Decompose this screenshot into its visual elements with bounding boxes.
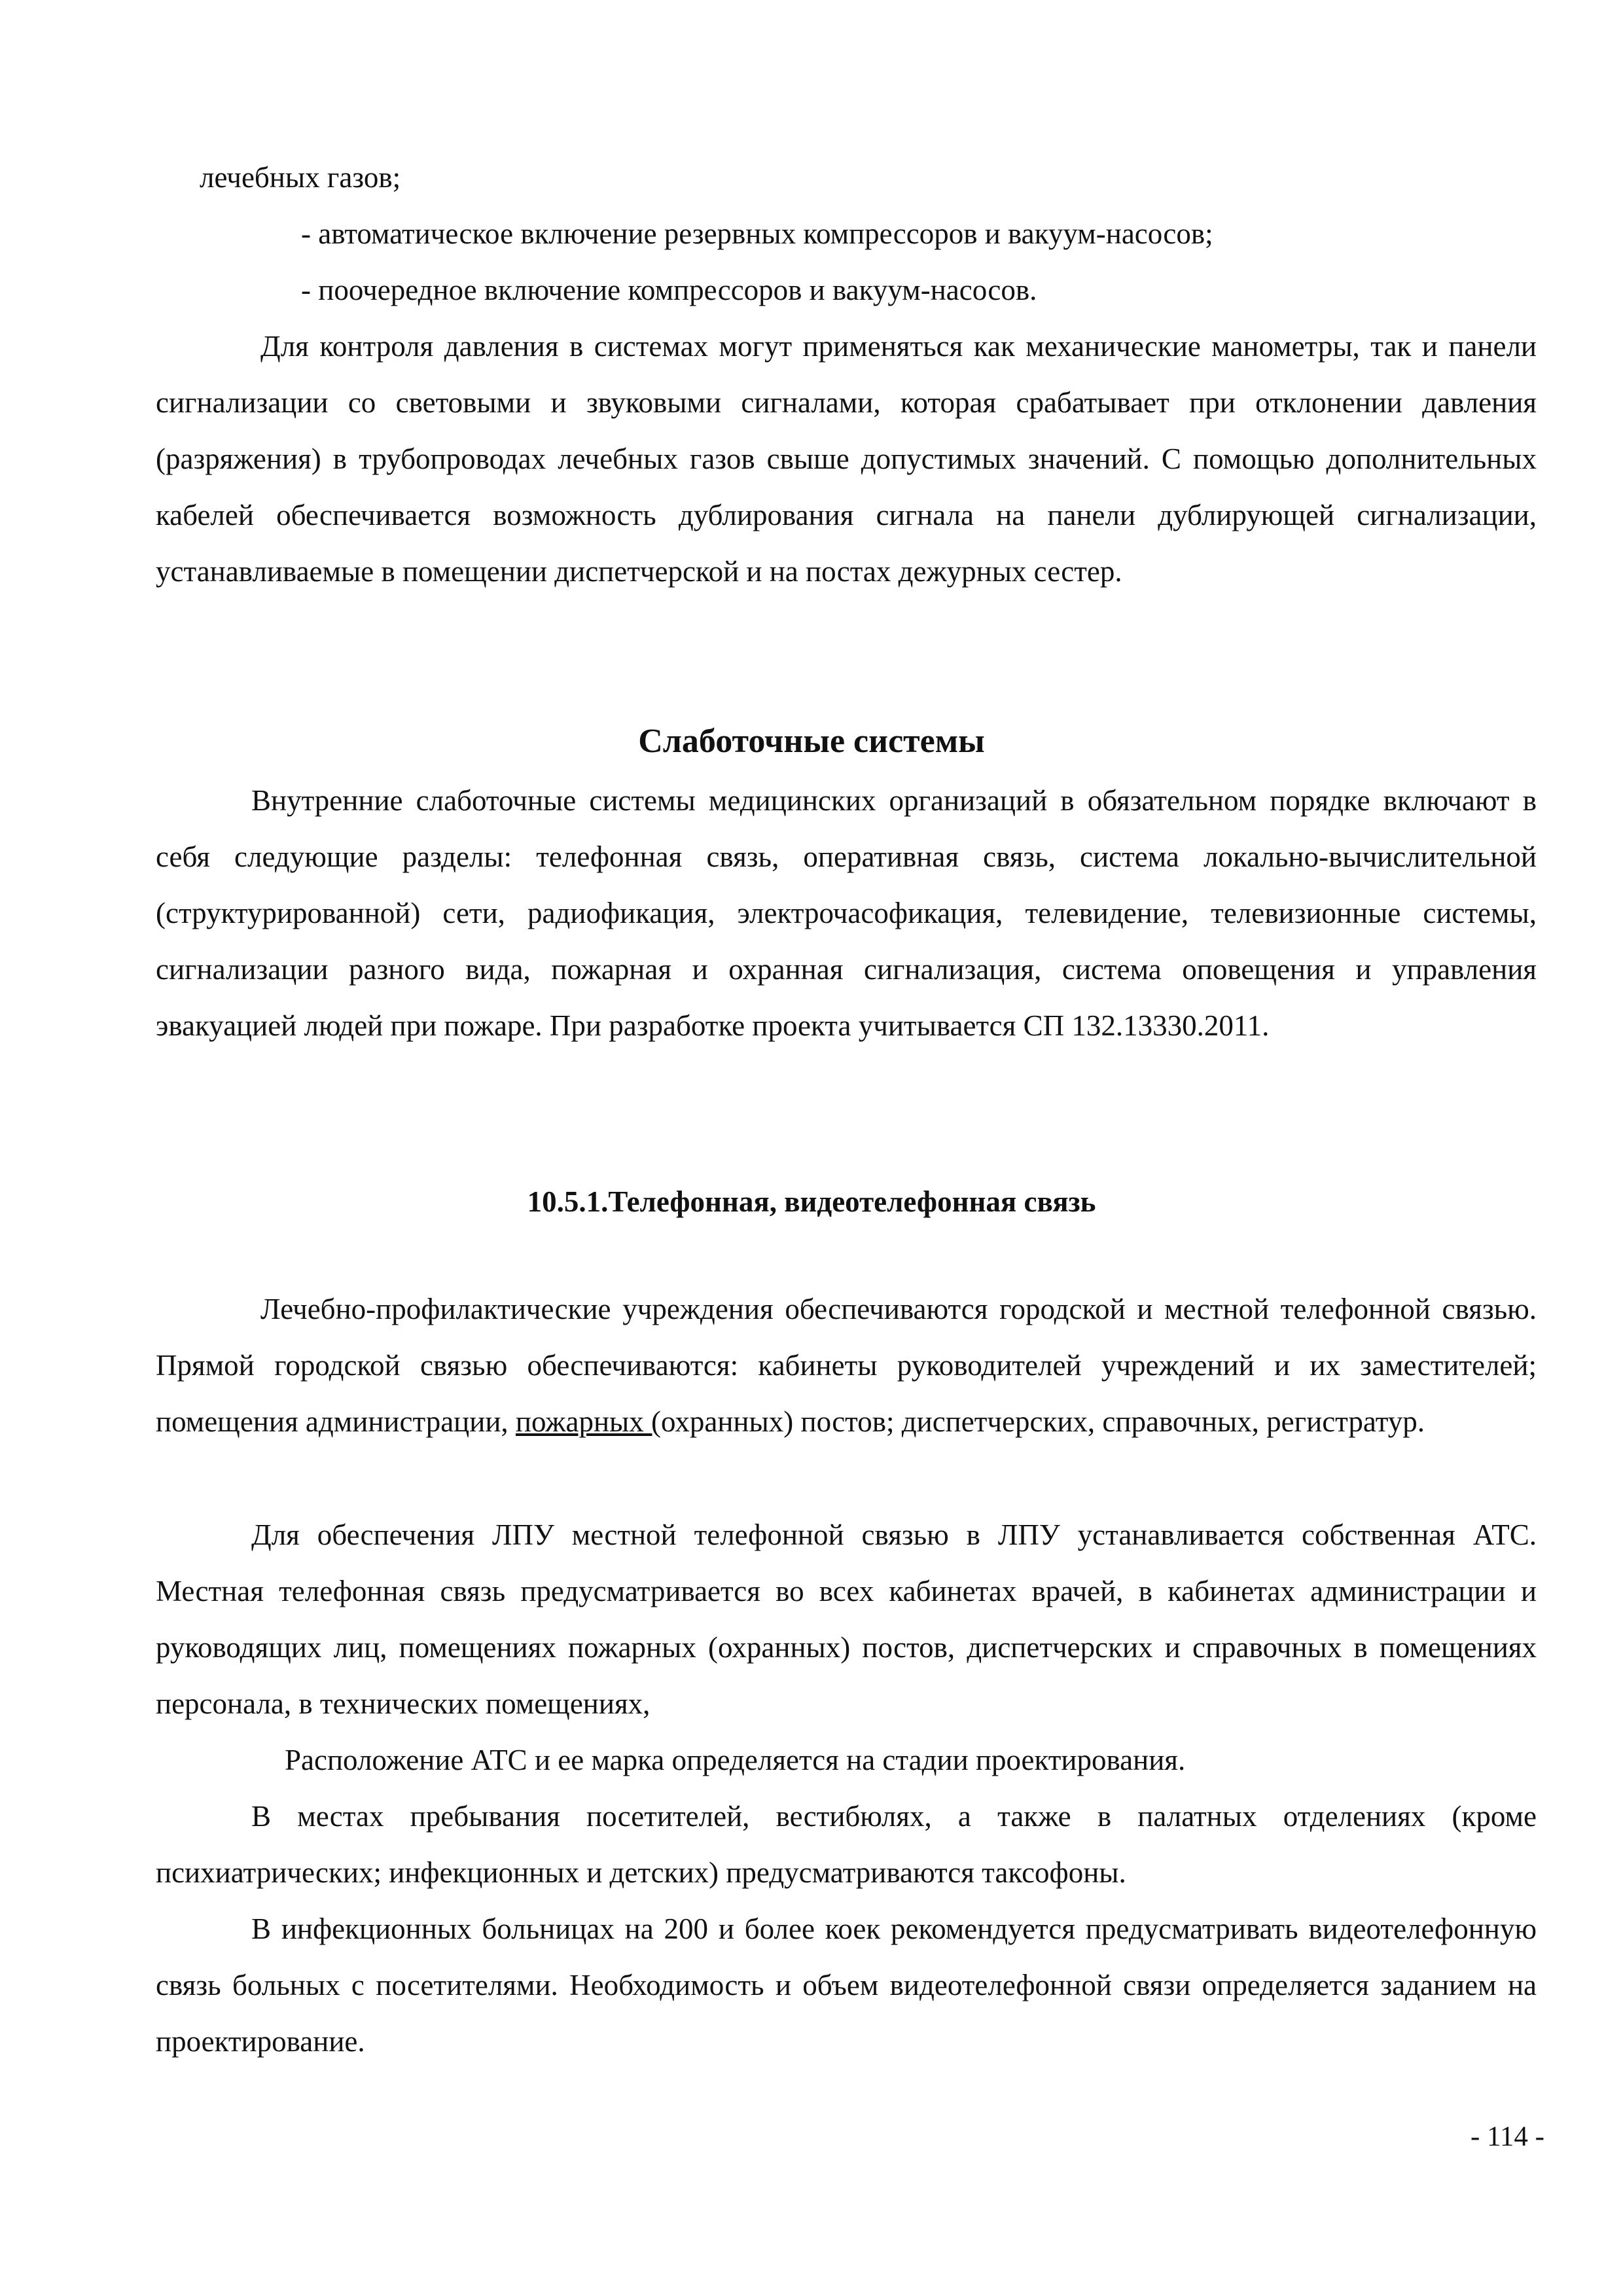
section-title: Слаботочные системы bbox=[638, 723, 985, 760]
paragraph-local-telephone: Для обеспечения ЛПУ местной телефонной связью в ЛПУ устанавливается собственная АТС. Местная телефонная связь предусматривается во всех кабинетах врачей, в кабинетах администрации и руководящих лиц, помещениях пожарных (охранных) постов, диспетчерских и справочных в помещениях персонала, в технических помещениях, bbox=[156, 1518, 1537, 1720]
paragraph-pressure-control: Для контроля давления в системах могут применяться как механические манометры, так и панели сигнализации со световыми и звуковыми сигналами, которая срабатывает при отклонении давления (разряжения) в трубопроводах лечебных газов свыше допустимых значений. С помощью дополнительных кабелей обеспечивается возможность дублирования сигнала на панели дублирующей сигнализации, устанавливаемые в помещении диспетчерской и на постах дежурных сестер. bbox=[156, 330, 1537, 588]
page-number: - 114 - bbox=[1470, 2121, 1544, 2152]
underlined-text: пожарных ( bbox=[515, 1405, 661, 1438]
list-item: - автоматическое включение резервных компрессоров и вакуум-насосов; bbox=[301, 217, 1213, 250]
list-item: - поочередное включение компрессоров и вакуум-насосов. bbox=[301, 274, 1037, 306]
continuation-line: лечебных газов; bbox=[200, 161, 401, 194]
paragraph-video-telephone: В инфекционных больницах на 200 и более коек рекомендуется предусматривать видеотелефонную связь больных с посетителями. Необходимость и объем видеотелефонной связи определяется заданием на проектирование. bbox=[156, 1912, 1537, 2058]
paragraph-text: охранных) постов; диспетчерских, справочных, регистратур. bbox=[661, 1405, 1425, 1438]
subsection-title: 10.5.1.Телефонная, видеотелефонная связь bbox=[527, 1185, 1096, 1218]
paragraph-ats-location: Расположение АТС и ее марка определяется на стадии проектирования. bbox=[285, 1744, 1186, 1776]
paragraph-low-current-systems: Внутренние слаботочные системы медицинских организаций в обязательном порядке включают в себя следующие разделы: телефонная связь, оперативная связь, система локально-вычислительной (структурированной) сети, радиофикация, электрочасофикация, телевидение, телевизионные системы, сигнализации разного вида, пожарная и охранная сигнализация, система оповещения и управления эвакуацией людей при пожаре. При разработке проекта учитывается СП 132.13330.2011. bbox=[156, 784, 1537, 1042]
paragraph-city-telephone bbox=[156, 1281, 1537, 1450]
paragraph-payphones: В местах пребывания посетителей, вестибюлях, а также в палатных отделениях (кроме психиатрических; инфекционных и детских) предусматриваются таксофоны. bbox=[156, 1800, 1537, 1889]
paragraph-text: Лечебно-профилактические учреждения обеспечиваются городской и местной телефонной связью. Прямой городской связью обеспечиваются: кабинеты руководителей учреждений и их заместителей; помещения администрации, bbox=[156, 1293, 1537, 1438]
